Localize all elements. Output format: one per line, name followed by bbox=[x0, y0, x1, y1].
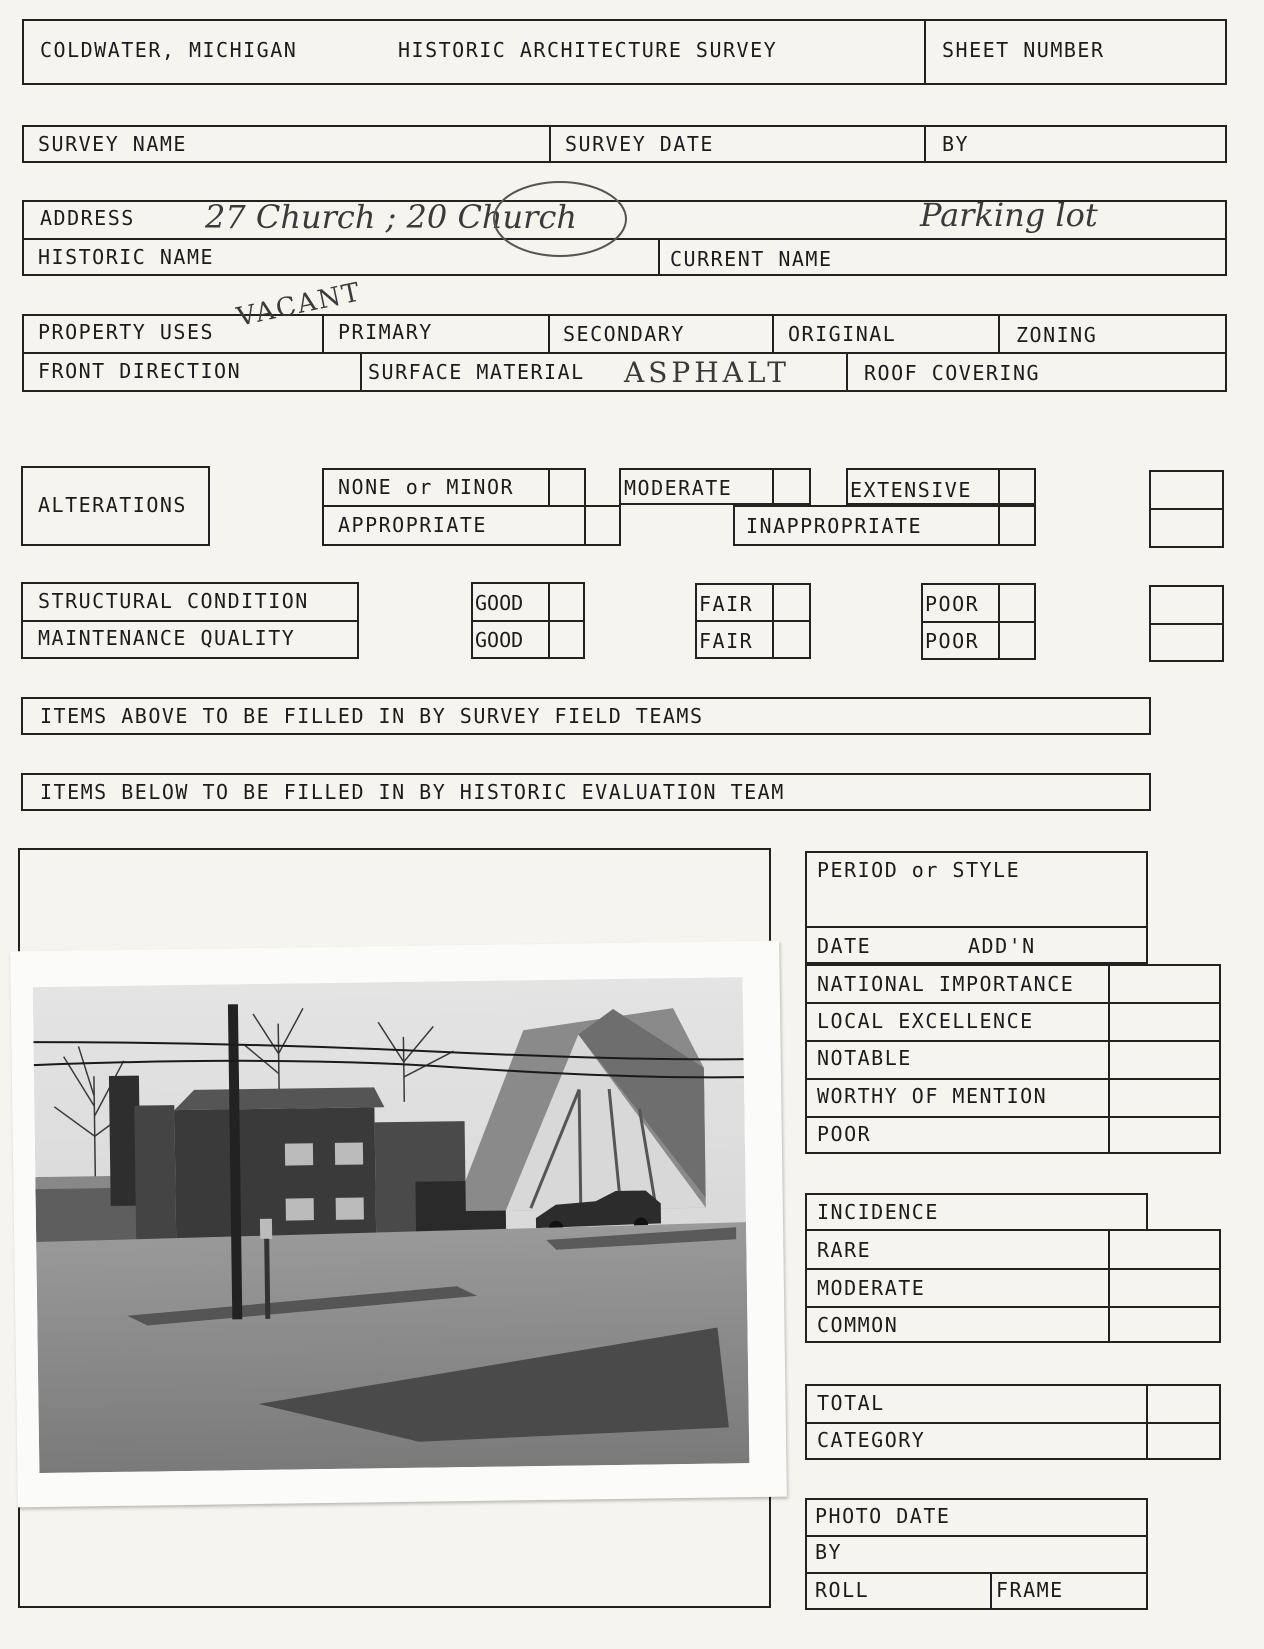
period-style-label: PERIOD or STYLE bbox=[817, 858, 1021, 882]
incidence-moderate-label: MODERATE bbox=[817, 1276, 926, 1300]
photo-date-label: PHOTO DATE bbox=[815, 1504, 951, 1528]
city-label: COLDWATER, MICHIGAN bbox=[40, 38, 298, 62]
property-divider-3 bbox=[772, 314, 774, 352]
maintenance-poor-label: POOR bbox=[925, 629, 980, 653]
surface-material-handwritten: ASPHALT bbox=[624, 356, 790, 389]
roof-covering-label: ROOF COVERING bbox=[864, 361, 1041, 385]
rare-label: RARE bbox=[817, 1238, 872, 1262]
photo-by-label: BY bbox=[815, 1540, 843, 1564]
category-label: CATEGORY bbox=[817, 1428, 926, 1452]
items-above-note: ITEMS ABOVE TO BE FILLED IN BY SURVEY FIELD TEAMS bbox=[40, 704, 704, 728]
attached-photograph bbox=[10, 941, 787, 1508]
roll-label: ROLL bbox=[815, 1578, 870, 1602]
structural-good-label: GOOD bbox=[475, 591, 524, 615]
current-name-label: CURRENT NAME bbox=[670, 247, 833, 271]
primary-label: PRIMARY bbox=[338, 320, 433, 344]
worthy-of-mention-label: WORTHY OF MENTION bbox=[817, 1084, 1048, 1108]
none-minor-label: NONE or MINOR bbox=[338, 475, 515, 499]
church-parking-lot-photo bbox=[33, 977, 750, 1473]
incidence-row-2 bbox=[805, 1306, 1221, 1308]
survey-divider-1 bbox=[549, 125, 551, 163]
survey-divider-2 bbox=[924, 125, 926, 163]
property-divider-2 bbox=[548, 314, 550, 352]
survey-name-label: SURVEY NAME bbox=[38, 132, 187, 156]
poor-rating-label: POOR bbox=[817, 1122, 872, 1146]
survey-by-label: BY bbox=[942, 132, 970, 156]
photo-info-col-divider bbox=[990, 1572, 992, 1610]
alterations-label: ALTERATIONS bbox=[38, 493, 187, 517]
property-divider-4 bbox=[998, 314, 1000, 352]
importance-col-divider bbox=[1108, 964, 1110, 1154]
incidence-row-1 bbox=[805, 1268, 1221, 1270]
fair-row-divider bbox=[695, 620, 811, 622]
current-name-handwritten: Parking lot bbox=[920, 196, 1098, 234]
property-divider-5 bbox=[360, 352, 362, 392]
importance-row-2 bbox=[805, 1040, 1221, 1042]
incidence-col-divider bbox=[1108, 1229, 1110, 1343]
importance-row-3 bbox=[805, 1078, 1221, 1080]
address-circle bbox=[490, 178, 630, 260]
address-label: ADDRESS bbox=[40, 206, 135, 230]
total-label: TOTAL bbox=[817, 1391, 885, 1415]
header-divider bbox=[924, 19, 926, 85]
appropriate-checkbox[interactable] bbox=[584, 505, 621, 546]
property-divider-1 bbox=[322, 314, 324, 352]
structural-fair-label: FAIR bbox=[699, 592, 754, 616]
maintenance-quality-label: MAINTENANCE QUALITY bbox=[38, 626, 296, 650]
sheet-number-label: SHEET NUMBER bbox=[942, 38, 1105, 62]
incidence-label: INCIDENCE bbox=[817, 1200, 939, 1224]
original-label: ORIGINAL bbox=[788, 322, 897, 346]
notable-label: NOTABLE bbox=[817, 1046, 912, 1070]
current-name-divider bbox=[658, 238, 660, 276]
address-handwritten: 27 Church ; 20 Church bbox=[205, 198, 577, 236]
property-uses-label: PROPERTY USES bbox=[38, 320, 215, 344]
property-divider-6 bbox=[846, 352, 848, 392]
poor-col-divider bbox=[998, 583, 1000, 660]
maintenance-good-label: GOOD bbox=[475, 628, 524, 652]
poor-row-divider bbox=[921, 621, 1036, 623]
zoning-label: ZONING bbox=[1016, 323, 1098, 347]
items-below-note: ITEMS BELOW TO BE FILLED IN BY HISTORIC EVALUATION TEAM bbox=[40, 780, 785, 804]
surface-material-label: SURFACE MATERIAL bbox=[368, 360, 585, 384]
front-direction-label: FRONT DIRECTION bbox=[38, 359, 242, 383]
national-importance-label: NATIONAL IMPORTANCE bbox=[817, 972, 1075, 996]
secondary-label: SECONDARY bbox=[563, 322, 685, 346]
frame-label: FRAME bbox=[996, 1578, 1064, 1602]
condition-label-divider bbox=[21, 620, 359, 622]
inappropriate-label: INAPPROPRIATE bbox=[746, 514, 923, 538]
alt-gap-line bbox=[619, 505, 621, 546]
alt-score-divider bbox=[1149, 508, 1224, 510]
good-row-divider bbox=[471, 620, 585, 622]
photo-info-row-1 bbox=[805, 1535, 1148, 1537]
moderate-divider bbox=[772, 468, 774, 505]
importance-row-4 bbox=[805, 1116, 1221, 1118]
period-divider bbox=[805, 926, 1148, 928]
date-label: DATE bbox=[817, 934, 872, 958]
common-label: COMMON bbox=[817, 1313, 899, 1337]
importance-row-1 bbox=[805, 1002, 1221, 1004]
local-excellence-label: LOCAL EXCELLENCE bbox=[817, 1009, 1034, 1033]
alt-box-divider-1 bbox=[548, 468, 550, 505]
appropriate-label: APPROPRIATE bbox=[338, 513, 487, 537]
photo-info-row-2 bbox=[805, 1572, 1148, 1574]
structural-condition-label: STRUCTURAL CONDITION bbox=[38, 589, 309, 613]
structural-poor-label: POOR bbox=[925, 592, 980, 616]
maintenance-fair-label: FAIR bbox=[699, 629, 754, 653]
alt-row-divider-1 bbox=[322, 505, 586, 507]
property-uses-handwritten: VACANT bbox=[234, 277, 365, 333]
extensive-label: EXTENSIVE bbox=[850, 478, 972, 502]
moderate-label: MODERATE bbox=[624, 476, 733, 500]
fair-col-divider bbox=[772, 583, 774, 659]
form-title: HISTORIC ARCHITECTURE SURVEY bbox=[398, 38, 778, 62]
inappropriate-divider bbox=[998, 505, 1000, 546]
cond-score-divider bbox=[1149, 623, 1224, 625]
extensive-divider bbox=[998, 468, 1000, 505]
good-col-divider bbox=[548, 582, 550, 659]
totals-col-divider bbox=[1146, 1384, 1148, 1460]
survey-date-label: SURVEY DATE bbox=[565, 132, 714, 156]
addn-label: ADD'N bbox=[968, 934, 1036, 958]
totals-row-divider bbox=[805, 1422, 1221, 1424]
property-row-divider bbox=[22, 352, 1227, 354]
historic-name-label: HISTORIC NAME bbox=[38, 245, 215, 269]
